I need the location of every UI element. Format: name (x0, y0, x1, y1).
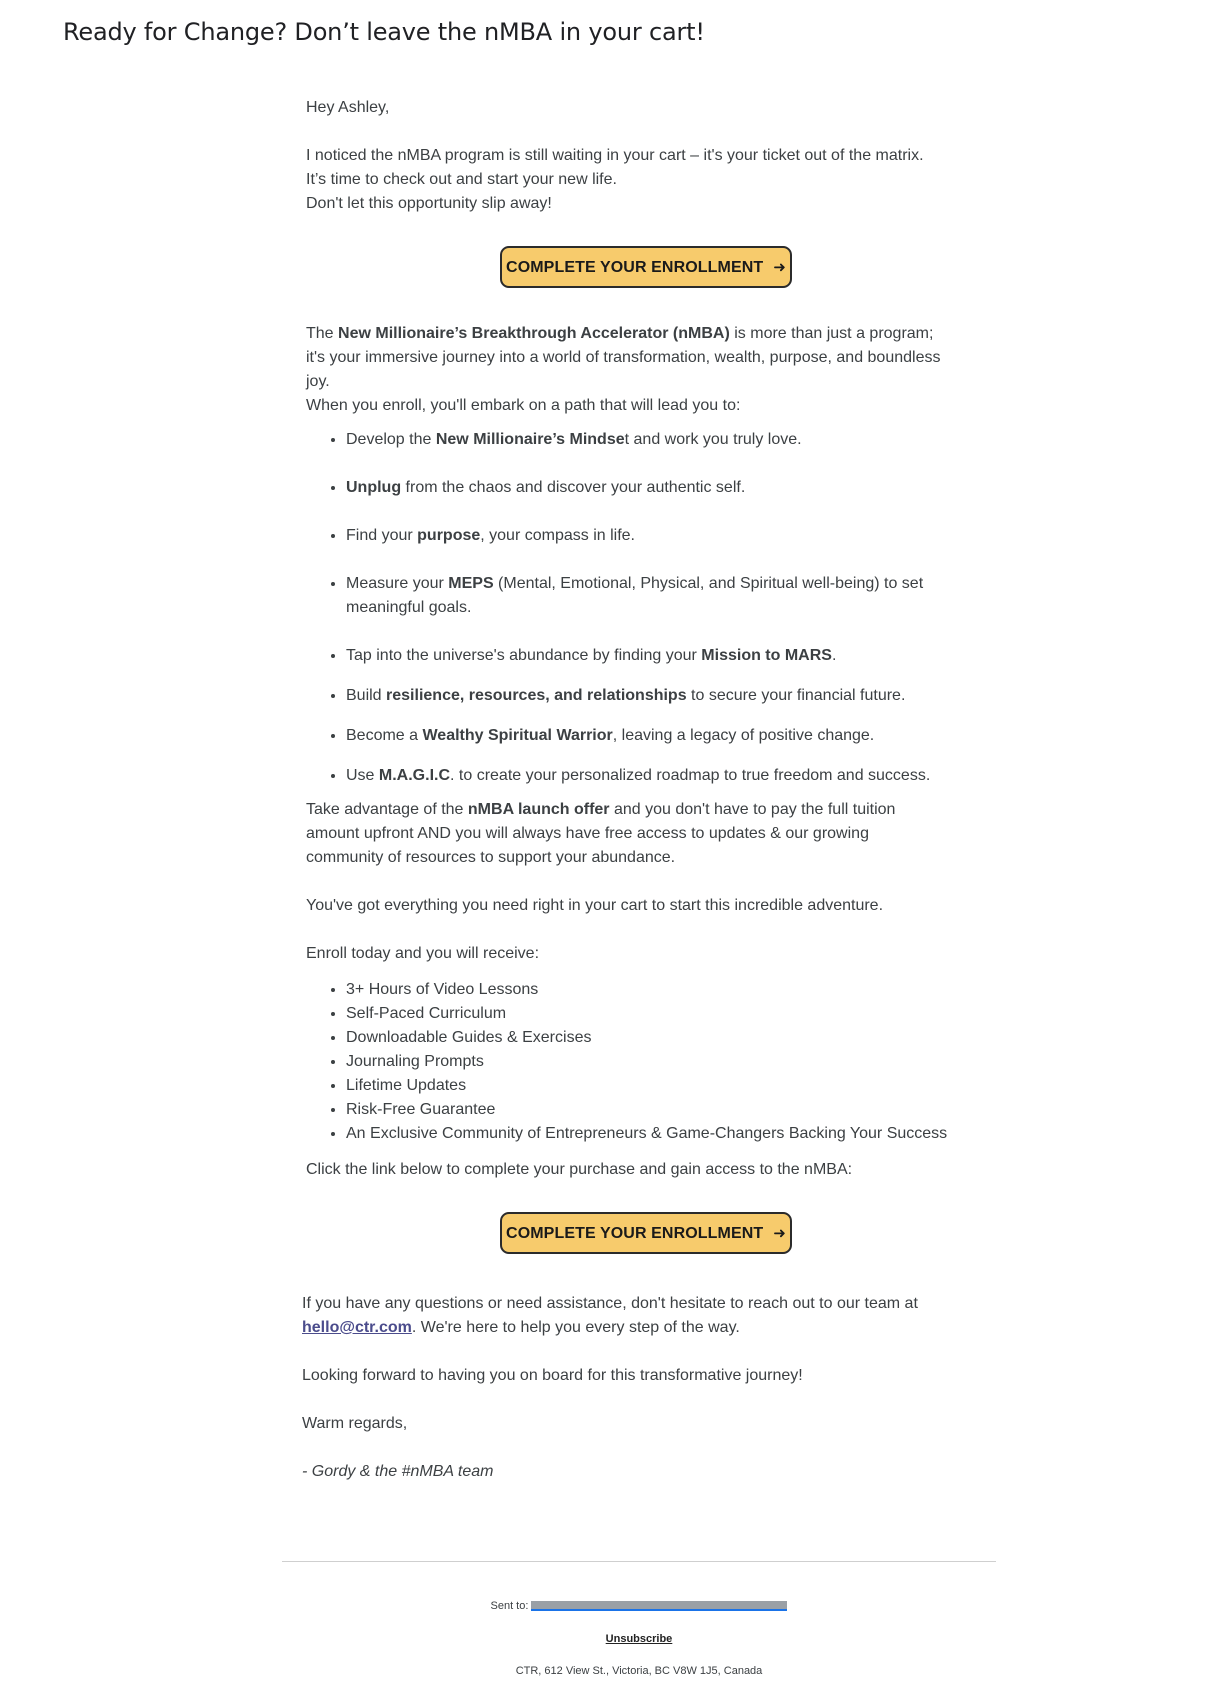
regards-text: Warm regards, (302, 1415, 408, 1432)
intro-text: I noticed the nMBA program is still waiting in your cart – it's your ticket out of the matrix. It’s time to check out and start your new life. (306, 147, 924, 188)
benefit-highlight: New Millionaire’s Mindse (435, 431, 625, 448)
text: and you don't have to pay the full tuition amount upfront AND you will always have free access to updates & our growing community of resources to support your abundance. (306, 801, 896, 866)
text: (Mental, Emotional, Physical, and Spiritual well-being) to set meaningful goals. (346, 575, 924, 616)
benefit-item (346, 764, 986, 788)
greeting: Hey Ashley, (306, 99, 390, 116)
cta-container (306, 246, 986, 292)
launch-offer: nMBA launch offer (467, 801, 610, 818)
benefit-item (346, 724, 986, 748)
benefit-highlight: MEPS (448, 575, 494, 592)
receive-item: • Journaling Prompts (346, 1050, 986, 1074)
text: The (306, 325, 339, 342)
text: from the chaos and discover your authentic self. (401, 479, 746, 496)
text: t and work you truly love. (624, 431, 802, 448)
arrow-right-icon: ➜ (773, 1224, 786, 1242)
benefit-item (346, 428, 986, 452)
redacted-email-link[interactable] (531, 1601, 787, 1612)
text: Take advantage of the (306, 801, 468, 818)
click-text: Click the link below to complete your purchase and gain access to the nMBA: (306, 1161, 853, 1178)
sent-to-label: Sent to: (490, 1600, 529, 1612)
text: to secure your financial future. (686, 687, 906, 704)
text: Develop the (346, 431, 436, 448)
text: , leaving a legacy of positive change. (612, 727, 875, 744)
text: . (831, 647, 837, 664)
text: . We're here to help you every step of the way. (411, 1319, 740, 1336)
benefit-item (346, 476, 986, 500)
button-label: COMPLETE YOUR ENROLLMENT (506, 1225, 764, 1242)
intro-text-2: Don't let this opportunity slip away! (306, 195, 552, 212)
receive-item: • Self-Paced Curriculum (346, 1002, 986, 1026)
benefit-highlight: Mission to MARS (701, 647, 832, 664)
receive-item: • Risk-Free Guarantee (346, 1098, 986, 1122)
text: Use (346, 767, 379, 784)
footer-divider (282, 1561, 996, 1562)
benefit-item (346, 524, 986, 548)
sent-to-line (282, 1600, 996, 1612)
program-description-2: When you enroll, you'll embark on a path that will lead you to: (306, 397, 741, 414)
cart-text: You've got everything you need right in your cart to start this incredible adventure. (306, 897, 884, 914)
text: Measure your (346, 575, 449, 592)
looking-forward-text: Looking forward to having you on board for this transformative journey! (302, 1367, 803, 1384)
offer-text (306, 798, 926, 870)
button-label: COMPLETE YOUR ENROLLMENT (506, 259, 764, 276)
receive-item: • 3+ Hours of Video Lessons (346, 978, 986, 1002)
text: Become a (346, 727, 423, 744)
benefits-list (306, 428, 986, 788)
email-subject: Ready for Change? Don’t leave the nMBA in your cart! (63, 18, 705, 46)
text: Find your (346, 527, 418, 544)
complete-enrollment-button[interactable] (500, 246, 792, 288)
receive-item: • An Exclusive Community of Entrepreneurs & Game-Changers Backing Your Success (346, 1122, 986, 1146)
benefit-item (346, 684, 986, 708)
benefit-item (346, 572, 926, 620)
benefit-highlight: resilience, resources, and relationships (386, 687, 687, 704)
text: , your compass in life. (480, 527, 635, 544)
complete-enrollment-button-2[interactable] (500, 1212, 792, 1254)
unsubscribe-link[interactable]: Unsubscribe (605, 1633, 673, 1645)
signature: - Gordy & the #nMBA team (302, 1463, 494, 1480)
enroll-intro: Enroll today and you will receive: (306, 945, 540, 962)
text: Tap into the universe's abundance by finding your (346, 647, 702, 664)
text: If you have any questions or need assistance, don't hesitate to reach out to our team at (302, 1295, 918, 1312)
receive-item: • Downloadable Guides & Exercises (346, 1026, 986, 1050)
text: is more than just a program; it's your immersive journey into a world of transformation, wealth, purpose, and boundless joy. (306, 325, 941, 390)
benefit-highlight: M.A.G.I.C (378, 767, 451, 784)
support-email-link[interactable]: hello@ctr.com (302, 1319, 412, 1336)
program-name: New Millionaire’s Breakthrough Accelerator (nMBA) (338, 325, 730, 342)
benefit-highlight: purpose (417, 527, 481, 544)
text: . to create your personalized roadmap to true freedom and success. (450, 767, 931, 784)
benefit-highlight: Wealthy Spiritual Warrior (422, 727, 613, 744)
cta-container-2 (306, 1212, 986, 1258)
receive-list (306, 978, 986, 1146)
questions-text (302, 1292, 942, 1340)
program-description (306, 322, 946, 394)
arrow-right-icon: ➜ (773, 258, 786, 276)
benefit-item (346, 644, 986, 668)
company-address: CTR, 612 View St., Victoria, BC V8W 1J5, Canada (515, 1665, 763, 1677)
text: Build (346, 687, 387, 704)
email-body (302, 96, 986, 1484)
benefit-highlight: Unplug (346, 479, 402, 496)
receive-item: • Lifetime Updates (346, 1074, 986, 1098)
